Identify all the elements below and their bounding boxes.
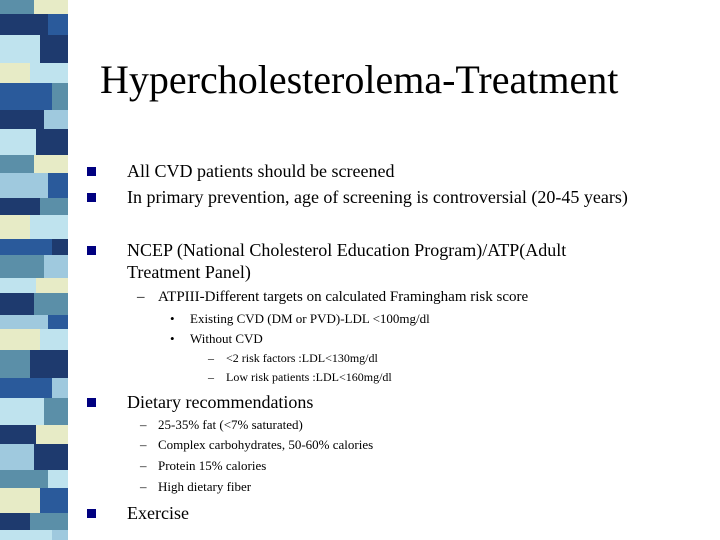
bullet-square-icon — [87, 167, 96, 176]
bullet-square-icon — [87, 398, 96, 407]
bullet-item: Dietary recommendations — [127, 392, 314, 412]
sub-dot: • — [170, 331, 175, 346]
bullet-square-icon — [87, 509, 96, 518]
bullet-square-icon — [87, 246, 96, 255]
sub-dash: – — [137, 289, 145, 305]
diet-dash: – — [140, 417, 147, 432]
diet-item: Protein 15% calories — [158, 458, 267, 473]
level4-dash: – — [208, 351, 214, 365]
sub-dot: • — [170, 311, 175, 326]
bullet-item: NCEP (National Cholesterol Education Program)/ATP(Adult — [127, 240, 567, 260]
bullet-item-continuation: Treatment Panel) — [127, 262, 251, 282]
bullet-item: In primary prevention, age of screening is controversial (20-45 years) — [127, 187, 628, 207]
diet-dash: – — [140, 458, 147, 473]
bullet-item: All CVD patients should be screened — [127, 161, 395, 181]
bullet-item: Exercise — [127, 503, 189, 523]
diet-item: High dietary fiber — [158, 479, 252, 494]
diet-item: Complex carbohydrates, 50-60% calories — [158, 437, 374, 452]
sub-item: ATPIII-Different targets on calculated Framingham risk score — [158, 289, 529, 305]
level4-dash: – — [208, 370, 214, 384]
sub-sub-item: Without CVD — [190, 331, 263, 346]
diet-dash: – — [140, 479, 147, 494]
slide-title: Hypercholesterolema-Treatment — [100, 57, 619, 102]
level4-item: <2 risk factors :LDL<130mg/dl — [226, 351, 378, 365]
bullet-square-icon — [87, 193, 96, 202]
sub-sub-item: Existing CVD (DM or PVD)-LDL <100mg/dl — [190, 311, 430, 326]
level4-item: Low risk patients :LDL<160mg/dl — [226, 370, 392, 384]
diet-item: 25-35% fat (<7% saturated) — [158, 417, 303, 432]
diet-dash: – — [140, 437, 147, 452]
